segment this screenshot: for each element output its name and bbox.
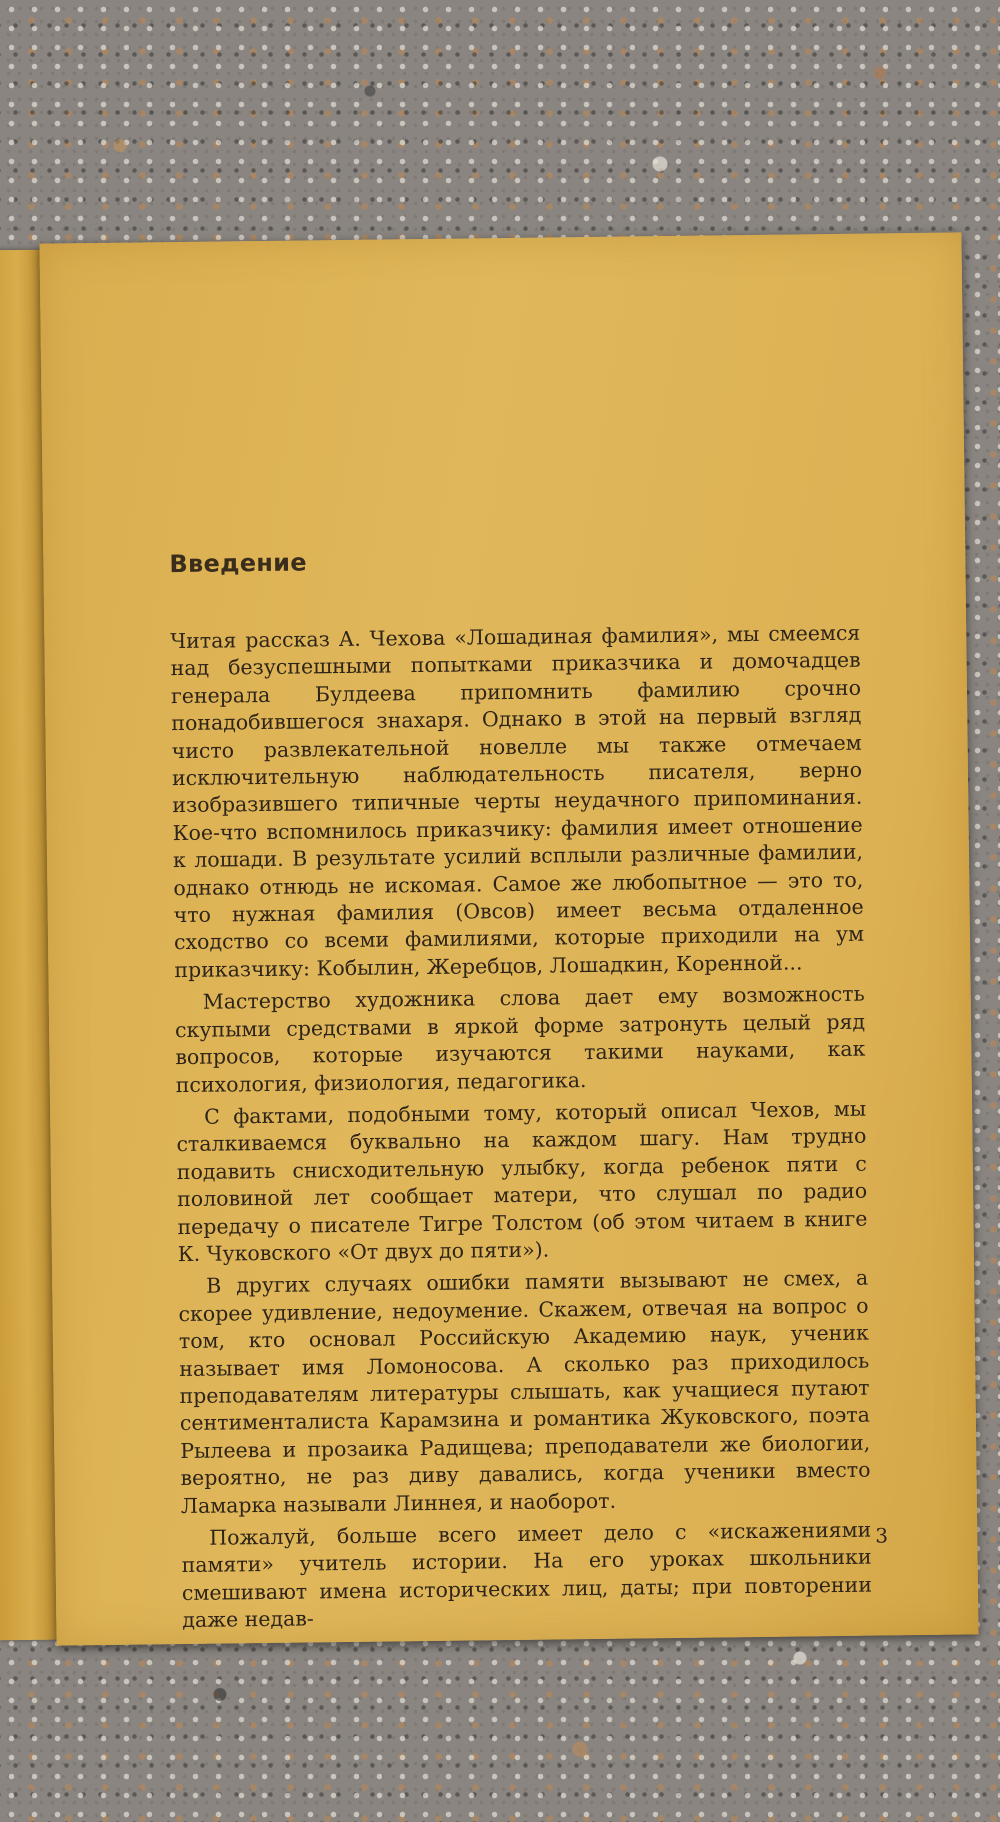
chapter-heading: Введение: [169, 548, 308, 579]
book-page: [39, 232, 978, 1645]
paragraph: Пожалуй, больше всего имеет дело с «искажениями памяти» учитель истории. На его уроках школьники смешивают имена исторических лиц, даты; при повторении даже недав-: [181, 1517, 873, 1633]
page-number: 3: [875, 1523, 889, 1548]
paragraph: С фактами, подобными тому, который описал Чехов, мы сталкиваемся буквально на каждом шагу. Нам трудно подавить снисходительную улыбку, когда ребенок пяти с половиной лет сообщает матери, что слушал по радио передачу о писателе Тигре Толстом (об этом читаем в книге К. Чуковского «От двух до пяти»).: [176, 1096, 868, 1267]
body-text: [170, 620, 872, 1640]
paragraph: В других случаях ошибки памяти вызывают не смех, а скорее удивление, недоумение. Скажем, отвечая на вопрос о том, кто основал Российскую Академию наук, ученик называет имя Ломоносова. А сколько раз приходилось преподавателям литературы слышать, как учащиеся путают сентименталиста Карамзина и романтика Жуковского, поэта Рылеева и прозаика Радищева; преподаватели же биологии, вероятно, не раз диву давались, когда ученики вместо Ламарка называли Линнея, и наоборот.: [178, 1265, 871, 1518]
paragraph: Мастерство художника слова дает ему возможность скупыми средствами в яркой форме затронуть целый ряд вопросов, которые изучаются такими науками, как психология, физиология, педагогика.: [174, 981, 866, 1097]
paragraph: Читая рассказ А. Чехова «Лошадиная фамилия», мы смеемся над безуспешными попытками приказчика и домочадцев генерала Булдеева припомнить фамилию срочно понадобившегося знахаря. Однако в этой на первый взгляд чисто развлекательной новелле мы также отмечаем исключительную наблюдательность писателя, верно изобразившего типичные черты неудачного припоминания. Кое-что вспомнилось приказчику: фамилия имеет отношение к лошади. В результате усилий всплыли различные фамилии, однако отнюдь не искомая. Самое же любопытное — это то, что нужная фамилия (Овсов) имеет весьма отдаленное сходство со всеми фамилиями, которые приходили на ум приказчику: Кобылин, Жеребцов, Лошадкин, Коренной...: [170, 620, 865, 982]
